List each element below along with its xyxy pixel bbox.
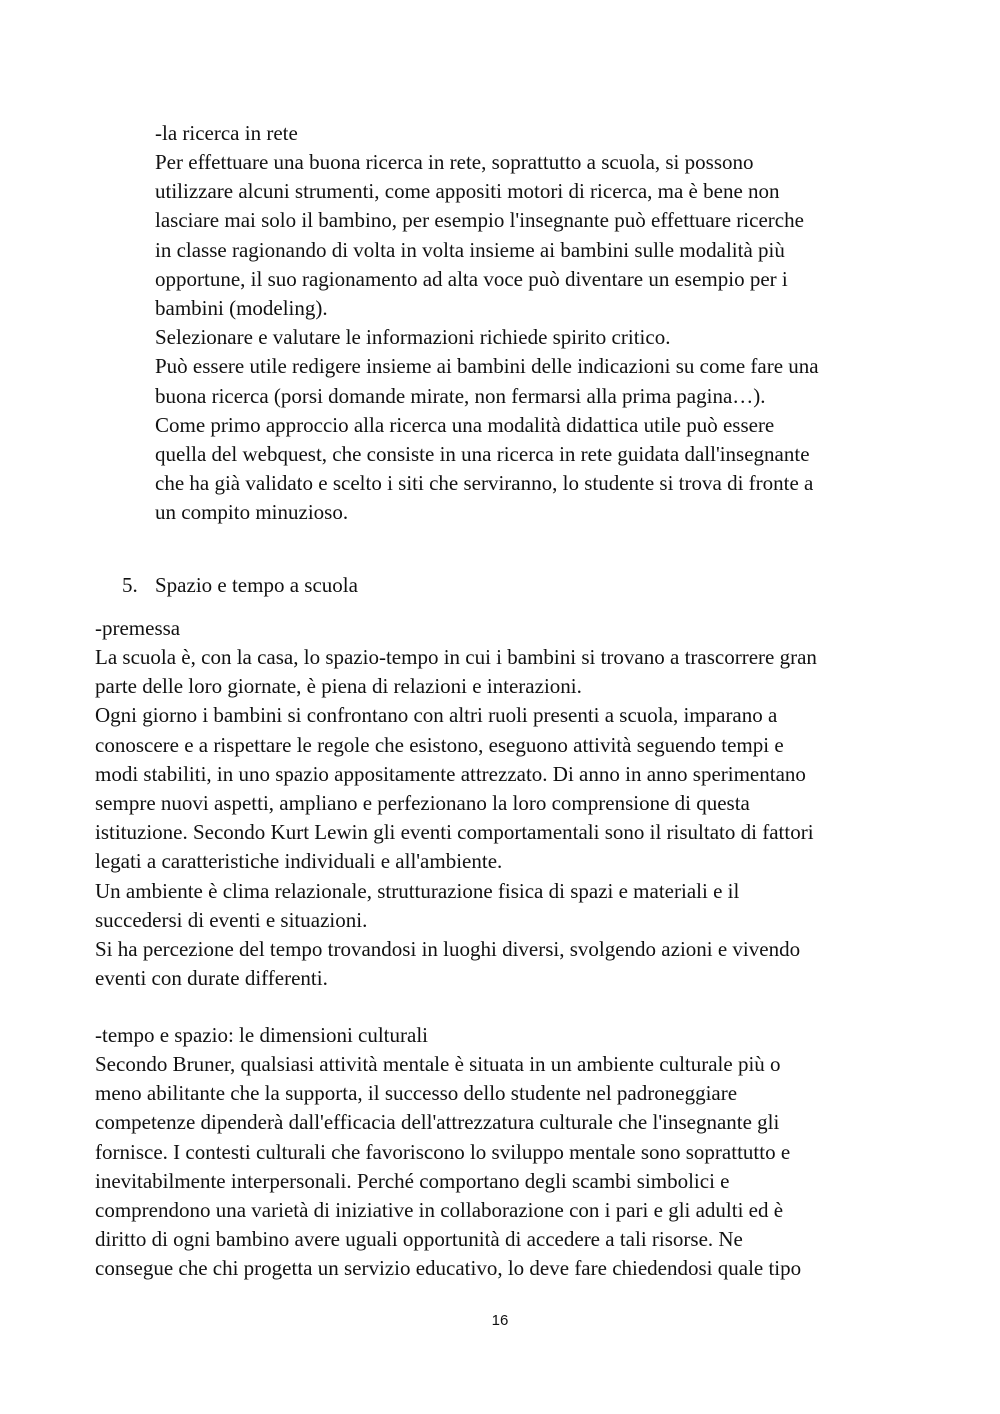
text-line: modi stabiliti, in uno spazio appositamente attrezzato. Di anno in anno sperimentano xyxy=(95,761,806,786)
text-line: Può essere utile redigere insieme ai bambini delle indicazioni su come fare una xyxy=(155,354,819,379)
text-line: in classe ragionando di volta in volta insieme ai bambini sulle modalità più xyxy=(155,237,785,262)
text-line: lasciare mai solo il bambino, per esempio l'insegnante può effettuare ricerche xyxy=(155,208,804,233)
text-line: meno abilitante che la supporta, il successo dello studente nel padroneggiare xyxy=(95,1081,738,1106)
text-line: competenze dipenderà dall'efficacia dell'attrezzatura culturale che l'insegnante gli xyxy=(95,1110,780,1135)
text-line: comprendono una varietà di iniziative in collaborazione con i pari e gli adulti ed è xyxy=(95,1198,784,1223)
text-line: Secondo Bruner, qualsiasi attività mentale è situata in un ambiente culturale più o xyxy=(95,1052,781,1076)
text-line: utilizzare alcuni strumenti, come appositi motori di ricerca, ma è bene non xyxy=(155,179,780,204)
text-line: Per effettuare una buona ricerca in rete, soprattutto a scuola, si possono xyxy=(155,150,754,174)
text-line: consegue che chi progetta un servizio educativo, lo deve fare chiedendosi quale tipo xyxy=(95,1256,802,1281)
text-line: buona ricerca (porsi domande mirate, non fermarsi alla prima pagina…). xyxy=(155,383,766,408)
paragraph-premessa xyxy=(95,643,817,993)
section-heading-5 xyxy=(122,571,358,600)
text-line: sempre nuovi aspetti, ampliano e perfezionano la loro comprensione di questa xyxy=(95,791,750,816)
section-number: 5. xyxy=(122,573,138,597)
text-line: Ogni giorno i bambini si confrontano con altri ruoli presenti a scuola, imparano a xyxy=(95,703,778,728)
text-line: diritto di ogni bambino avere uguali opportunità di accedere a tali risorse. Ne xyxy=(95,1227,743,1252)
text-line: quella del webquest, che consiste in una ricerca in rete guidata dall'insegnante xyxy=(155,442,810,467)
page-number: 16 xyxy=(491,1312,509,1329)
text-line: bambini (modeling). xyxy=(155,296,328,321)
text-line: istituzione. Secondo Kurt Lewin gli eventi comportamentali sono il risultato di fattori xyxy=(95,820,814,845)
text-line: Selezionare e valutare le informazioni richiede spirito critico. xyxy=(155,325,671,350)
subheading-ricerca-in-rete: -la ricerca in rete xyxy=(155,121,298,145)
text-line: eventi con durate differenti. xyxy=(95,966,328,991)
text-line: La scuola è, con la casa, lo spazio-tempo in cui i bambini si trovano a trascorrere gran xyxy=(95,645,817,669)
text-line: parte delle loro giornate, è piena di relazioni e interazioni. xyxy=(95,674,582,699)
text-line: succedersi di eventi e situazioni. xyxy=(95,907,368,932)
text-line: un compito minuzioso. xyxy=(155,500,349,525)
paragraph-ricerca-in-rete xyxy=(155,148,819,528)
subheading-dimensioni-culturali: -tempo e spazio: le dimensioni culturali xyxy=(95,1023,428,1047)
text-line: opportune, il suo ragionamento ad alta voce può diventare un esempio per i xyxy=(155,266,788,291)
text-line: Come primo approccio alla ricerca una modalità didattica utile può essere xyxy=(155,412,775,437)
paragraph-dimensioni-culturali xyxy=(95,1050,801,1284)
text-line: fornisce. I contesti culturali che favoriscono lo sviluppo mentale sono soprattutto e xyxy=(95,1139,791,1164)
text-line: conoscere e a rispettare le regole che esistono, eseguono attività seguendo tempi e xyxy=(95,732,784,757)
text-line: Un ambiente è clima relazionale, strutturazione fisica di spazi e materiali e il xyxy=(95,878,740,903)
text-line: Si ha percezione del tempo trovandosi in luoghi diversi, svolgendo azioni e vivendo xyxy=(95,937,801,962)
subheading-premessa: -premessa xyxy=(95,616,181,640)
text-line: inevitabilmente interpersonali. Perché comportano degli scambi simbolici e xyxy=(95,1168,730,1193)
section-title: Spazio e tempo a scuola xyxy=(155,573,358,597)
text-line: legati a caratteristiche individuali e all'ambiente. xyxy=(95,849,503,874)
text-line: che ha già validato e scelto i siti che serviranno, lo studente si trova di fronte a xyxy=(155,471,814,496)
